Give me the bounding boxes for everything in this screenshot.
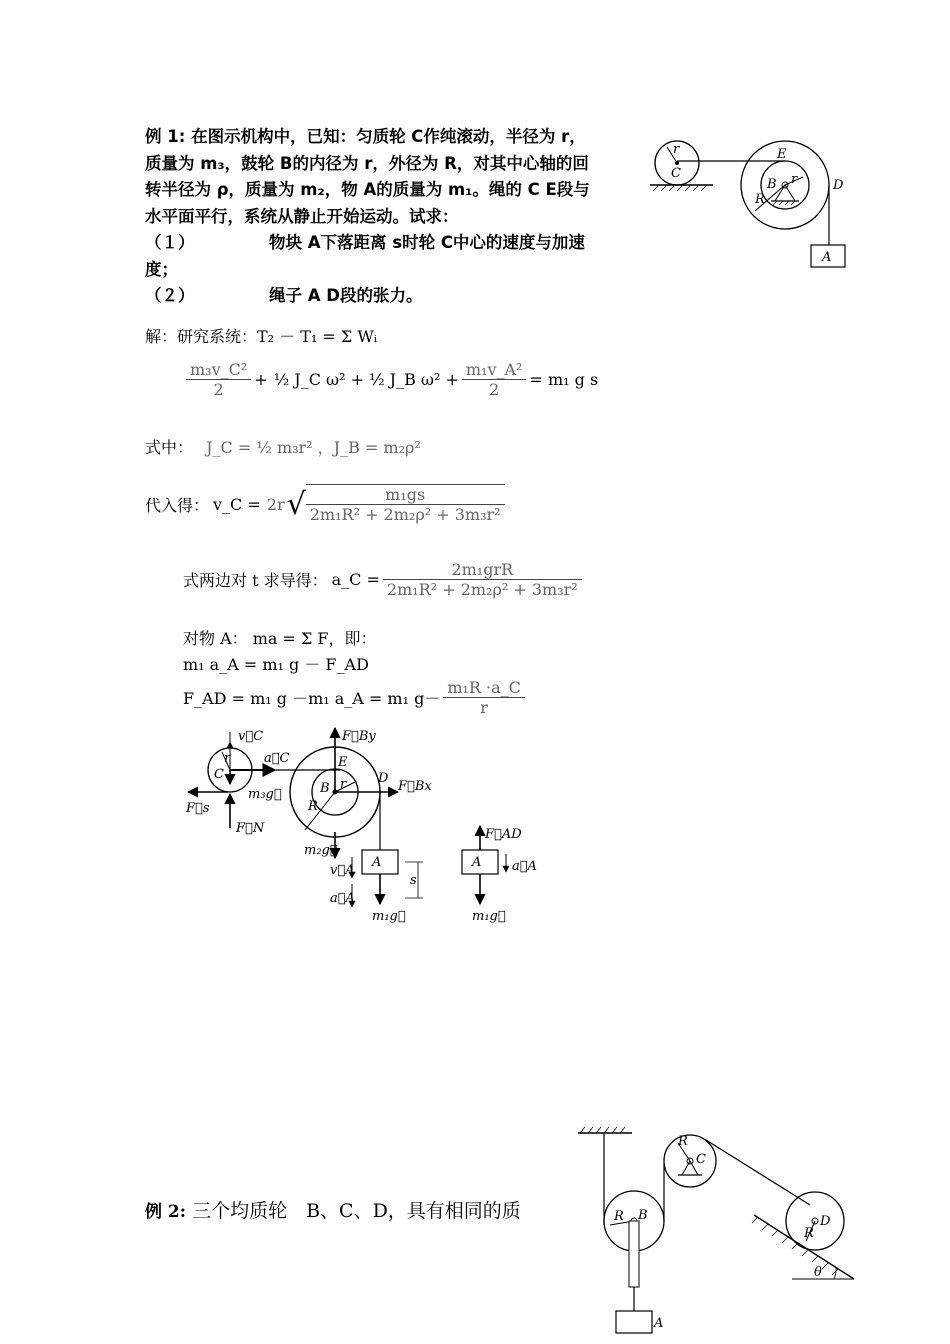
label-Fs: F⃗s xyxy=(186,801,210,816)
numerator: m₁gs xyxy=(306,485,505,505)
label-s: s xyxy=(410,873,417,888)
fraction xyxy=(306,484,505,524)
substitute-label: 代入得： xyxy=(145,495,210,515)
label-r: r xyxy=(224,751,231,766)
vc-lhs: v_C = xyxy=(213,494,261,514)
example2-text xyxy=(145,1196,521,1223)
label-aA-isolated: a⃗A xyxy=(512,859,537,874)
label-E: E xyxy=(338,755,348,770)
label-FN: F⃗N xyxy=(236,821,265,836)
label-B: B xyxy=(320,781,330,796)
example2-figure xyxy=(572,1125,862,1340)
label-D: D xyxy=(820,1214,831,1229)
ac-line xyxy=(183,560,585,599)
label-R: R xyxy=(308,799,318,814)
label-C: C xyxy=(671,166,681,181)
mechanism-figure xyxy=(645,125,855,275)
problem-line: 质量为 m₃，鼓轮 B的内径为 r，外径为 R，对其中心轴的回 xyxy=(145,153,589,173)
equation-A: m₁ a_A = m₁ g － F_AD xyxy=(183,655,369,674)
label-A: A xyxy=(822,250,832,265)
question-1 xyxy=(145,230,635,257)
label-vA: v⃗A xyxy=(330,863,355,878)
label-B: B xyxy=(638,1208,648,1223)
where-label: 式中： xyxy=(145,438,194,457)
fraction xyxy=(443,678,525,717)
where-equation: J_C = ½ m₃r² ，J_B = m₂ρ² xyxy=(206,438,421,457)
fraction xyxy=(186,360,251,399)
numerator: m₃v_C² xyxy=(186,360,251,380)
label-R-B: R xyxy=(614,1209,624,1224)
solution-intro: 解：研究系统：T₂ － T₁ = Σ Wᵢ xyxy=(145,327,377,346)
label-D: D xyxy=(378,771,389,786)
denominator: 2 xyxy=(213,380,224,399)
fad-prefix: F_AD = m₁ g －m₁ a_A = m₁ g－ xyxy=(183,689,441,708)
plus: + xyxy=(254,370,268,389)
label-vC: v⃗C xyxy=(238,729,264,744)
label-R-C: R xyxy=(678,1134,688,1149)
denominator: r xyxy=(480,698,488,717)
example1-problem xyxy=(145,124,635,310)
label-A-isolated: A xyxy=(472,855,482,870)
label-m1g-isolated: m₁g⃗ xyxy=(472,909,506,924)
label-r-inner: r xyxy=(340,777,347,792)
label-B: B xyxy=(767,177,777,192)
label-A: A xyxy=(654,1316,664,1331)
question-1-continuation: 度； xyxy=(145,259,178,279)
label-m1g: m₁g⃗ xyxy=(372,909,406,924)
question-text: 物块 A下落距离 s时轮 C中心的速度与加速 xyxy=(269,233,585,252)
sqrt-sign: √ xyxy=(286,486,306,522)
label-FBy: F⃗By xyxy=(342,729,376,744)
problem-line: 例 1: 在图示机构中，已知：匀质轮 C作纯滚动，半径为 r， xyxy=(145,127,586,146)
question-2 xyxy=(145,283,635,310)
example2-body: 三个均质轮 B、C、D，具有相同的质 xyxy=(192,1200,521,1222)
denominator: 2m₁R² + 2m₂ρ² + 3m₃r² xyxy=(309,505,501,524)
term: ½ J_C ω² + ½ J_B ω² + xyxy=(273,370,459,389)
label-C: C xyxy=(696,1152,706,1167)
object-A-line: 对物 A： ma = Σ F，即： xyxy=(183,629,377,648)
ac-lhs: a_C = xyxy=(331,570,380,589)
numerator: m₁v_A² xyxy=(462,360,527,380)
fraction xyxy=(462,360,527,399)
question-number: （１） xyxy=(145,233,195,252)
fraction xyxy=(383,560,582,599)
numerator: m₁R ·a_C xyxy=(443,678,525,698)
label-FAD: F⃗AD xyxy=(485,827,522,842)
denominator: 2 xyxy=(489,380,500,399)
label-m3g: m₃g⃗ xyxy=(248,787,282,802)
problem-line: 转半径为 ρ，质量为 m₂，物 A的质量为 m₁。绳的 C E段与 xyxy=(145,180,590,199)
label-r-inner: r xyxy=(791,172,798,187)
label-aC: a⃗C xyxy=(264,751,290,766)
example2-label: 例 2: xyxy=(145,1202,187,1222)
label-aA: a⃗A xyxy=(330,891,355,906)
problem-line: 水平面平行，系统从静止开始运动。试求： xyxy=(145,206,459,226)
where-line xyxy=(145,435,421,458)
label-R-D: R xyxy=(804,1226,814,1241)
numerator: 2m₁grR xyxy=(383,560,582,580)
question-text: 绳子 A D段的张力。 xyxy=(269,286,423,305)
free-body-diagram xyxy=(180,722,550,927)
vc-coefficient: 2r xyxy=(266,494,285,514)
label-R: R xyxy=(755,192,765,207)
label-E: E xyxy=(777,147,787,162)
energy-equation xyxy=(183,360,598,399)
question-number: （２） xyxy=(145,286,195,305)
label-FBx: F⃗Bx xyxy=(398,779,432,794)
label-m2g: m₂g⃗ xyxy=(304,843,338,858)
derivative-label: 式两边对 t 求导得： xyxy=(183,571,328,590)
label-A: A xyxy=(372,855,382,870)
fad-line xyxy=(183,678,528,717)
denominator: 2m₁R² + 2m₂ρ² + 3m₃r² xyxy=(386,580,578,599)
rhs: = m₁ g s xyxy=(529,370,599,389)
label-C: C xyxy=(214,767,224,782)
vc-line xyxy=(145,484,508,524)
label-theta: θ xyxy=(814,1265,822,1280)
label-r: r xyxy=(673,142,680,157)
label-D: D xyxy=(833,178,844,193)
